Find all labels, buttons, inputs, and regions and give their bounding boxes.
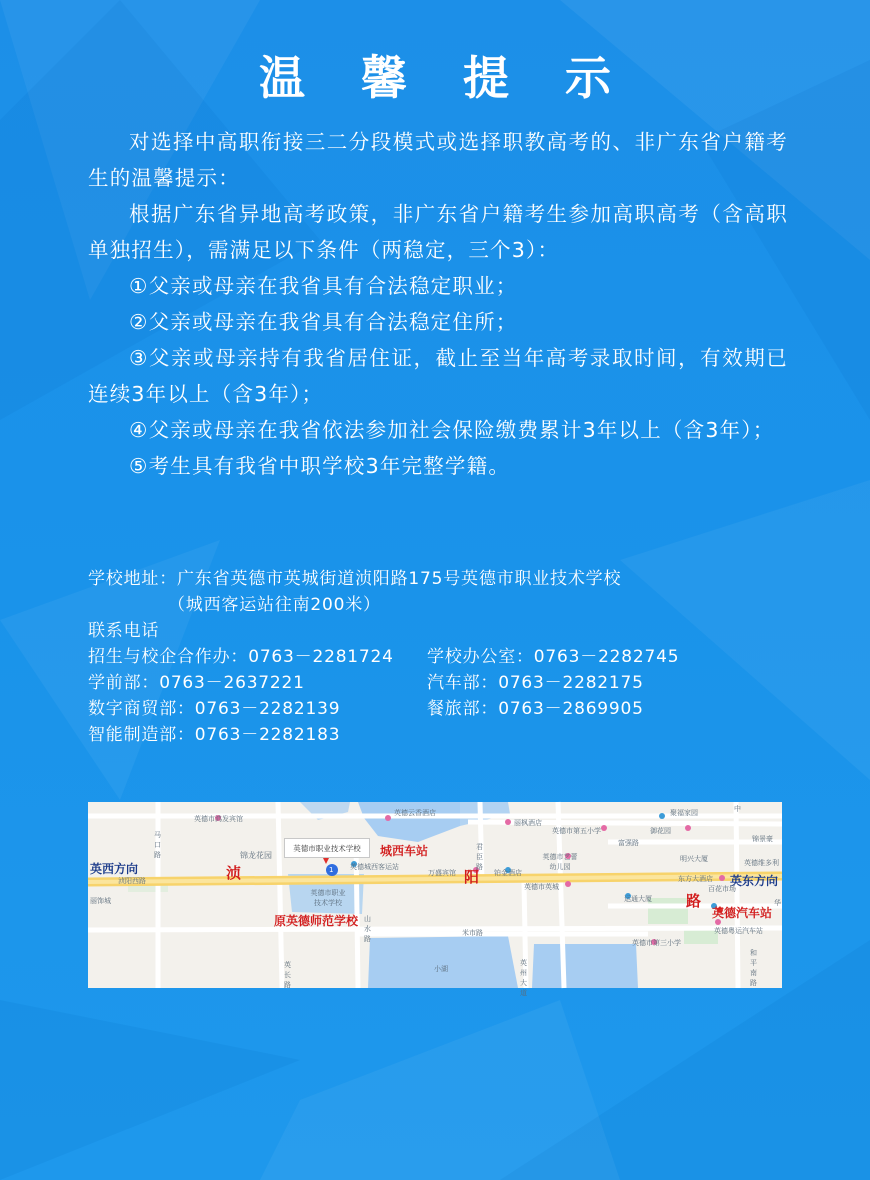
phone-heading: 联系电话	[88, 621, 160, 641]
condition-3: ③父亲或母亲持有我省居住证，截止至当年高考录取时间，有效期已连续3年以上（含3年）；	[88, 346, 788, 406]
map-label: 英长路	[284, 961, 291, 989]
map-label: 英德市鸿发宾馆	[194, 815, 243, 823]
map-label: 英德市英城	[524, 883, 559, 891]
map-yingde-bus-station: 英德汽车站	[712, 906, 773, 920]
map-label: 英德云香酒店	[394, 809, 436, 817]
map-label: 山水路	[364, 915, 371, 943]
map-label: 和平南路	[750, 949, 757, 987]
map-label: 英德市第五小学	[552, 827, 601, 835]
map-label: 东方大酒店	[678, 875, 713, 883]
school-address: 学校地址：广东省英德市英城街道浈阳路175号英德市职业技术学校	[88, 569, 622, 589]
phone-row	[88, 670, 808, 696]
phone-row	[88, 722, 808, 748]
map-label: 英州大道	[520, 959, 527, 997]
notice-policy: 根据广东省异地高考政策，非广东省户籍考生参加高职高考（含高职单独招生），需满足以下条件（两稳定，三个3）：	[88, 202, 788, 262]
map-road-label: 阳	[464, 868, 480, 886]
map-label: 万盛宾馆	[428, 869, 456, 877]
map-base	[88, 802, 782, 988]
contact-info	[88, 566, 808, 748]
address-note: （城西客运站往南200米）	[168, 595, 381, 615]
map-road-label: 浈	[226, 864, 242, 882]
phone-commerce: 数字商贸部：0763－2282139	[88, 699, 341, 719]
map-label: 锦景豪	[752, 835, 773, 843]
map-label: 锦龙花园	[240, 851, 272, 860]
map-label: 丽饰城	[90, 897, 111, 905]
page-title: 温 馨 提 示	[258, 51, 632, 105]
map-label: 英德城西客运站	[350, 863, 399, 871]
notice-intro: 对选择中高职衔接三二分段模式或选择职教高考的、非广东省户籍考生的温馨提示：	[88, 130, 788, 190]
map-label: 君臣路	[476, 843, 483, 871]
map-label: 中	[734, 805, 741, 813]
phone-admissions: 招生与校企合作办：0763－2281724	[88, 647, 394, 667]
condition-5: ⑤考生具有我省中职学校3年完整学籍。	[129, 454, 511, 478]
map-label: 英德市艺蕾幼儿园	[542, 853, 578, 871]
map-label: 御花园	[650, 827, 671, 835]
map-label: 华	[774, 899, 781, 907]
map-east-direction: 英东方向	[730, 874, 779, 888]
map-marker-number[interactable]: 1	[329, 866, 334, 874]
phone-preschool: 学前部：0763－2637221	[88, 673, 305, 693]
map-label: 铂金酒店	[494, 869, 522, 877]
map-west-direction: 英西方向	[90, 862, 139, 876]
phone-automotive: 汽车部：0763－2282175	[427, 673, 644, 693]
phone-row	[88, 644, 808, 670]
map-label: 小湖	[434, 965, 448, 973]
condition-4: ④父亲或母亲在我省依法参加社会保险缴费累计3年以上（含3年）；	[129, 418, 775, 442]
condition-2: ②父亲或母亲在我省具有合法稳定住所；	[129, 310, 518, 334]
location-map[interactable]	[88, 802, 782, 997]
map-label: 富强路	[618, 839, 639, 847]
map-label: 丽枫酒店	[514, 819, 542, 827]
map-road-label: 路	[686, 892, 702, 910]
phone-manufacturing: 智能制造部：0763－2282183	[88, 725, 341, 745]
map-label: 明兴大厦	[680, 855, 708, 863]
notice-body	[88, 124, 788, 484]
condition-1: ①父亲或母亲在我省具有合法稳定职业；	[129, 274, 518, 298]
map-label: 英德粤运汽车站	[714, 927, 763, 935]
phone-catering: 餐旅部：0763－2869905	[427, 699, 644, 719]
map-popup-school[interactable]: 英德市职业技术学校	[284, 838, 370, 858]
map-label: 聚福家园	[670, 809, 698, 817]
map-label: 百花市场	[708, 885, 736, 893]
map-label: 浈阳西路	[118, 877, 146, 885]
map-label: 英德市职业技术学校	[310, 889, 346, 907]
phone-row	[88, 696, 808, 722]
phone-office: 学校办公室：0763－2282745	[427, 647, 680, 667]
map-label: 英德维多利	[744, 859, 779, 867]
map-label: 米市路	[462, 929, 483, 937]
map-chengxi-station: 城西车站	[380, 844, 429, 858]
map-label: 英德市第三小学	[632, 939, 681, 947]
map-label: 马口路	[154, 831, 161, 859]
map-old-school: 原英德师范学校	[274, 914, 359, 928]
map-label: 运通大厦	[624, 895, 652, 903]
